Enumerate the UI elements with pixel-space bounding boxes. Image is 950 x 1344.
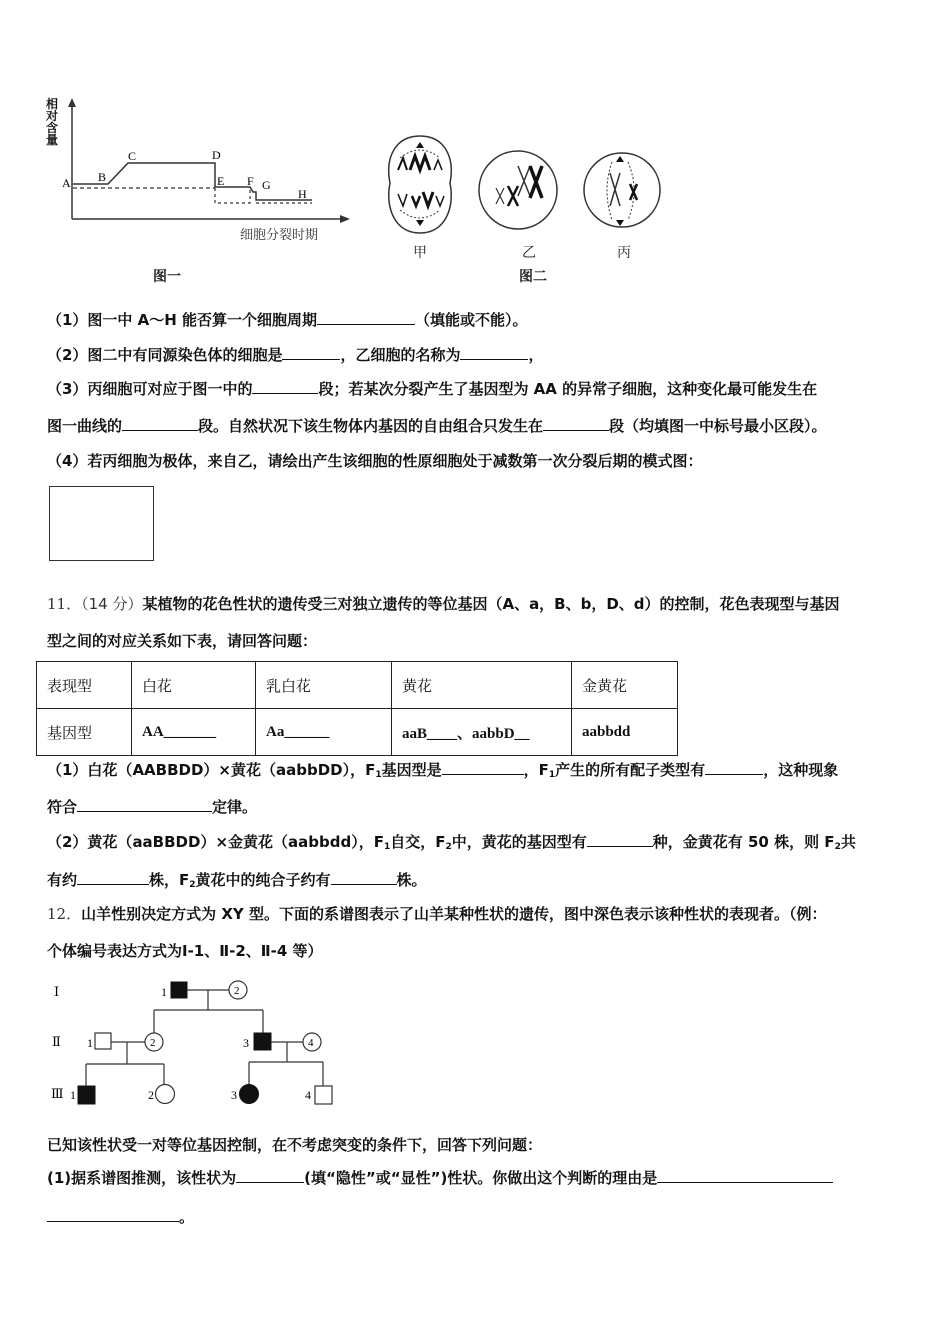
svg-text:2: 2 [148, 1088, 154, 1102]
table-cell: 表现型 [37, 662, 132, 709]
svg-text:1: 1 [70, 1088, 76, 1102]
table-row-genotype [37, 709, 678, 756]
answer-blank-q10-1[interactable] [317, 310, 415, 325]
table-cell: AA_______ [132, 709, 256, 756]
answer-blank-q10-2b[interactable] [460, 345, 528, 360]
generation-label-1: Ⅰ [54, 984, 60, 999]
q11-part1-line1: （1）白花（AABBDD）×黄花（aabbDD），$F_1$基因型是 ，$F_1$产生的所有配子类型有 ，这种现象 [47, 761, 839, 780]
svg-text:2: 2 [150, 1037, 156, 1049]
answer-blank-q11-1c[interactable] [77, 797, 212, 812]
y-axis-label: 相 对 含 量 [46, 97, 59, 147]
answer-blank-q10-2a[interactable] [282, 345, 340, 360]
q11-part2-line1: （2）黄花（aaBBDD）×金黄花（aabbdd），$F_1$自交，$F_2$中，黄花的基因型有 种，金黄花有 50 株，则 $F_2$共 [47, 833, 856, 852]
q12-stem-line2: 个体编号表达方式为Ⅰ-1、Ⅱ-2、Ⅱ-4 等） [47, 942, 323, 960]
point-label-d: D [212, 148, 221, 162]
answer-blank-q10-3c[interactable] [543, 416, 609, 431]
answer-blank-q12-1c[interactable] [47, 1207, 179, 1222]
q12-part1-line2: 。 [47, 1207, 194, 1227]
svg-text:1: 1 [87, 1036, 93, 1050]
svg-text:4: 4 [308, 1037, 314, 1049]
individual-III-1[interactable] [78, 1086, 95, 1104]
answer-blank-q12-1a[interactable] [236, 1168, 304, 1183]
individual-III-4[interactable] [315, 1086, 332, 1104]
svg-text:1: 1 [161, 985, 167, 999]
cell-label-jia: 甲 [413, 245, 427, 261]
individual-II-1[interactable] [95, 1033, 111, 1049]
table-row-phenotype [37, 662, 678, 709]
table-cell: 黄花 [392, 662, 572, 709]
q12-stem-line1: 12．山羊性别决定方式为 XY 型。下面的系谱图表示了山羊某种性状的遗传，图中深色表示该种性状的表现者。（例： [47, 905, 827, 923]
answer-blank-q10-3b[interactable] [122, 416, 198, 431]
point-label-f: F [247, 174, 254, 188]
pedigree-chart [40, 972, 360, 1117]
cell-label-bing: 丙 [617, 245, 631, 261]
table-cell: aaB____、aabbD__ [392, 709, 572, 756]
answer-blank-q12-1b[interactable] [657, 1168, 833, 1183]
individual-III-3[interactable] [240, 1085, 259, 1104]
svg-text:3: 3 [231, 1088, 237, 1102]
point-label-c: C [128, 149, 137, 163]
q11-part1-line2: 符合 定律。 [47, 798, 258, 816]
individual-II-3[interactable] [254, 1033, 271, 1050]
drawing-answer-box[interactable] [49, 486, 154, 561]
answer-blank-q11-1a[interactable] [442, 760, 524, 775]
table-cell: Aa______ [256, 709, 392, 756]
cell-yi [479, 151, 557, 229]
x-axis-label: 细胞分裂时期 [240, 228, 319, 243]
cell-label-yi: 乙 [522, 245, 536, 261]
generation-label-2: Ⅱ [52, 1034, 61, 1049]
figure-1-graph [40, 95, 360, 245]
table-cell: aabbdd [572, 709, 678, 756]
point-label-b: B [98, 170, 107, 184]
point-label-g: G [262, 178, 271, 192]
point-label-a: A [62, 176, 71, 190]
cell-jia [389, 136, 452, 233]
generation-label-3: Ⅲ [51, 1086, 64, 1101]
svg-text:2: 2 [234, 985, 240, 997]
individual-III-2[interactable] [156, 1085, 175, 1104]
table-cell: 金黄花 [572, 662, 678, 709]
answer-blank-q11-2b[interactable] [77, 870, 149, 885]
table-cell: 乳白花 [256, 662, 392, 709]
individual-I-1[interactable] [171, 982, 187, 998]
q11-stem-line2: 型之间的对应关系如下表，请回答问题： [47, 632, 318, 650]
q11-stem-line1: 11．（14 分）某植物的花色性状的遗传受三对独立遗传的等位基因（A、a，B、b，D、d）的控制，花色表现型与基因 [47, 595, 840, 613]
answer-blank-q11-2a[interactable] [587, 832, 653, 847]
cell-bing [584, 153, 660, 227]
point-label-e: E [217, 174, 225, 188]
q10-part3-line2: 图一曲线的 段。自然状况下该生物体内基因的自由组合只发生在 段（均填图一中标号最小区段）。 [47, 417, 827, 435]
q10-part4: （4）若丙细胞为极体，来自乙，请绘出产生该细胞的性原细胞处于减数第一次分裂后期的模式图： [47, 452, 703, 470]
svg-text:4: 4 [305, 1088, 311, 1102]
figure-1-caption: 图一 [153, 269, 181, 285]
q10-part3-line1: （3）丙细胞可对应于图一中的 段；若某次分裂产生了基因型为 AA 的异常子细胞，这种变化最可能发生在 [47, 380, 818, 398]
answer-blank-q11-1b[interactable] [705, 760, 763, 775]
answer-blank-q10-3a[interactable] [252, 379, 318, 394]
table-cell: 白花 [132, 662, 256, 709]
figure-2-caption: 图二 [519, 269, 547, 285]
table-cell: 基因型 [37, 709, 132, 756]
q10-part1: （1）图一中 A～H 能否算一个细胞周期 （填能或不能）。 [47, 311, 528, 329]
point-label-h: H [298, 187, 307, 201]
answer-blank-q11-2c[interactable] [331, 870, 397, 885]
q11-part2-line2: 有约 株，$F_2$黄花中的纯合子约有 株。 [47, 871, 427, 890]
q12-part1-line1: (1)据系谱图推测，该性状为 (填“隐性”或“显性”)性状。你做出这个判断的理由是 [47, 1168, 833, 1188]
svg-text:3: 3 [243, 1036, 249, 1050]
phenotype-genotype-table [36, 661, 678, 756]
q10-part2: （2）图二中有同源染色体的细胞是 ，乙细胞的名称为 ， [47, 346, 544, 364]
figure-2-cells [380, 128, 670, 248]
q12-intro: 已知该性状受一对等位基因控制，在不考虑突变的条件下，回答下列问题： [47, 1136, 543, 1154]
